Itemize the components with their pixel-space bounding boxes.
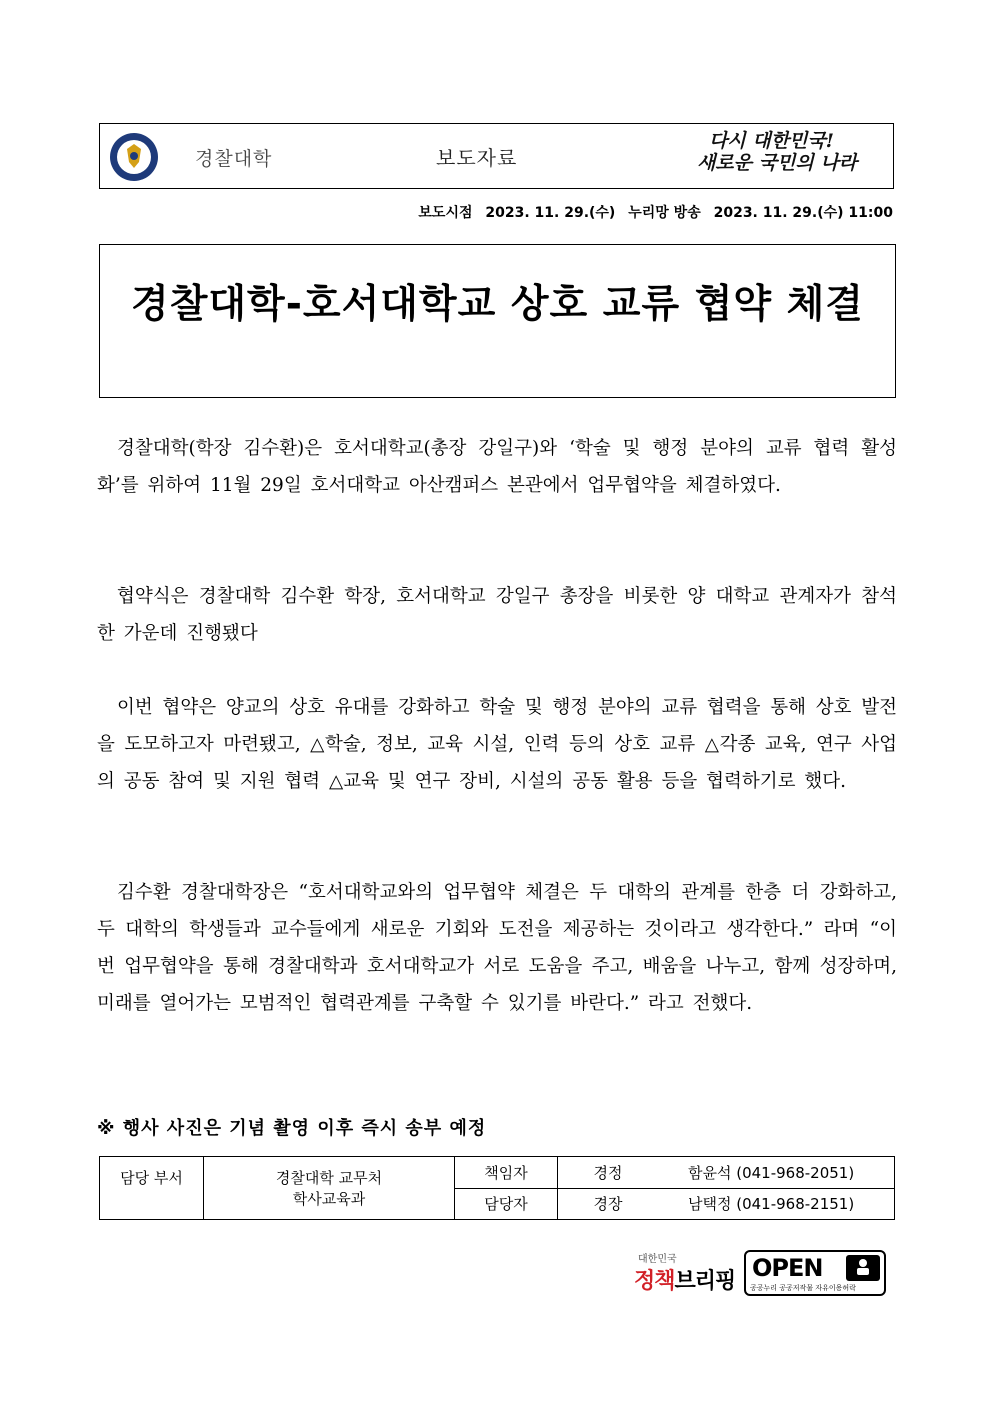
contact-table xyxy=(99,1156,895,1220)
name-phone-cell: 함윤석 (041-968-2051) xyxy=(658,1157,895,1189)
rank-cell: 경정 xyxy=(558,1157,659,1189)
open-sub-text: 공공누리 공공저작물 자유이용허락 xyxy=(750,1284,856,1292)
brief-big-b: 브리핑 xyxy=(674,1269,736,1294)
person-icon xyxy=(846,1255,880,1281)
net-label: 누리망 방송 xyxy=(628,205,701,221)
open-text: OPEN xyxy=(752,1254,823,1282)
slogan-logo xyxy=(696,130,857,174)
slogan-line2: 새로운 국민의 나라 xyxy=(696,152,857,174)
org-name: 경찰대학 xyxy=(195,148,273,170)
body-paragraph-1: 경찰대학(학장 김수환)은 호서대학교(총장 강일구)와 ‘학술 및 행정 분야의 교류 협력 활성화’를 위하여 11월 29일 호서대학교 아산캠퍼스 본관에서 업무협약을 체결하였다. xyxy=(97,438,897,496)
doc-type: 보도자료 xyxy=(436,146,518,170)
kogl-open-logo xyxy=(744,1250,886,1296)
policy-briefing-logo xyxy=(630,1248,738,1298)
body-paragraph-4: 김수환 경찰대학장은 “호서대학교와의 업무협약 체결은 두 대학의 관계를 한층 더 강화하고, 두 대학의 학생들과 교수들에게 새로운 기회와 도전을 제공하는 것이라고 생각한다.” 라며 “이번 업무협약을 통해 경찰대학과 호서대학교가 서로 도움을 주고, 배움을 나누고, 함께 성장하며, 미래를 열어가는 모범적인 협력관계를 구축할 수 있기를 바란다.” 라고 전했다. xyxy=(97,882,897,1014)
attribution-icon xyxy=(846,1255,880,1281)
dept-label: 담당 부서 xyxy=(100,1157,204,1220)
body-paragraph-3: 이번 협약은 양교의 상호 유대를 강화하고 학술 및 행정 분야의 교류 협력을 통해 상호 발전을 도모하고자 마련됐고, △학술, 정보, 교육 시설, 인력 등의 상호 교류 △각종 교육, 연구 사업의 공동 참여 및 지원 협력 △교육 및 연구 장비, 시설의 공동 활용 등을 협력하기로 했다. xyxy=(97,697,897,792)
slogan-line1: 다시 대한민국! xyxy=(708,130,835,152)
footer-logos xyxy=(630,1248,890,1298)
brief-big-text xyxy=(634,1264,735,1295)
police-university-emblem-icon xyxy=(109,132,159,182)
page-title: 경찰대학-호서대학교 상호 교류 협약 체결 xyxy=(131,282,864,327)
dept-line1: 경찰대학 교무처 xyxy=(275,1169,383,1187)
release-date: 2023. 11. 29.(수) xyxy=(485,205,616,221)
dept-name xyxy=(204,1157,455,1220)
release-label: 보도시점 xyxy=(418,205,473,221)
title-box xyxy=(99,244,896,398)
press-header xyxy=(99,123,894,189)
dept-line2: 학사교육과 xyxy=(292,1190,366,1208)
role-cell: 책임자 xyxy=(455,1157,558,1189)
rank-cell: 경장 xyxy=(558,1188,659,1220)
name-phone-cell: 남택정 (041-968-2151) xyxy=(658,1188,895,1220)
photo-notice: ※ 행사 사진은 기념 촬영 이후 즉시 송부 예정 xyxy=(97,1118,487,1139)
body-paragraph-2: 협약식은 경찰대학 김수환 학장, 호서대학교 강일구 총장을 비롯한 양 대학교 관계자가 참석한 가운데 진행됐다 xyxy=(97,586,897,644)
net-date: 2023. 11. 29.(수) 11:00 xyxy=(713,205,893,221)
brief-big-a: 정책 xyxy=(634,1269,675,1294)
release-time xyxy=(410,202,893,222)
brief-small-text: 대한민국 xyxy=(638,1254,677,1265)
role-cell: 담당자 xyxy=(455,1188,558,1220)
